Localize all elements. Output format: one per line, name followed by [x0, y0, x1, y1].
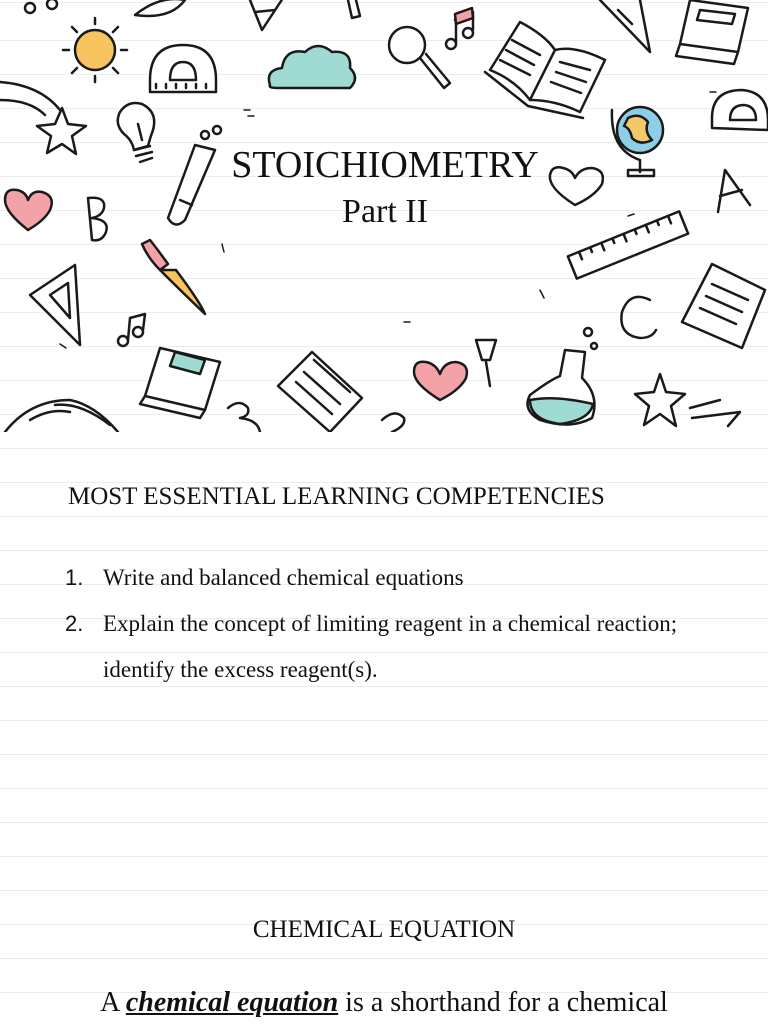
light-bulb-icon [118, 103, 154, 162]
document-right-icon [682, 264, 765, 348]
list-item-number: 1. [65, 565, 84, 590]
push-pin-icon [476, 340, 496, 386]
heart-left-icon [5, 190, 52, 230]
list-item-text: Explain the concept of limiting reagent in a chemical reaction; identify the excess reagent(s). [103, 611, 678, 682]
book-top-right-icon [676, 0, 748, 64]
open-book-top-icon [485, 22, 605, 118]
open-book-bottom-icon [5, 400, 118, 432]
flask-icon [528, 328, 597, 425]
music-note-small-icon [118, 314, 145, 346]
letter-c-icon [621, 297, 656, 338]
triangle-ruler-left-icon [30, 265, 80, 345]
music-note-pink-icon [446, 8, 473, 49]
letter-a-right-icon [718, 170, 750, 212]
music-note-icon [25, 0, 57, 13]
section-heading: CHEMICAL EQUATION [252, 916, 516, 943]
document-bottom-icon [278, 352, 362, 432]
list-item [62, 601, 682, 693]
page-subtitle: Part II [342, 193, 428, 230]
heart-bottom-icon [414, 362, 467, 400]
pencil-icon [348, 0, 360, 18]
leaf-icon [135, 0, 185, 16]
definition-paragraph [0, 987, 768, 1019]
cloud-icon [269, 46, 355, 88]
competencies-heading: MOST ESSENTIAL LEARNING COMPETENCIES [68, 483, 605, 510]
protractor-right-icon [712, 90, 768, 130]
list-item-number: 2. [65, 611, 84, 636]
definition-rest: is a shorthand for a chemical [345, 987, 668, 1018]
definition-term: chemical equation [125, 987, 339, 1018]
ruler-icon [568, 211, 688, 278]
book-bottom-icon [140, 348, 220, 418]
sun-icon [63, 18, 127, 82]
cover-title-block [190, 140, 580, 234]
list-item [62, 555, 682, 601]
star-trail-icon [690, 400, 740, 426]
shooting-star-icon [0, 82, 86, 154]
triangle-ruler-top-icon [600, 0, 650, 52]
numeral-2-icon [382, 413, 404, 432]
page-title: STOICHIOMETRY [231, 144, 539, 186]
paint-brush-icon [142, 240, 205, 314]
competencies-list [62, 555, 682, 693]
magnifier-icon [389, 27, 450, 88]
star-bottom-icon [635, 374, 685, 426]
protractor-icon [150, 45, 216, 92]
globe-icon [612, 107, 663, 176]
letter-a-top-icon [250, 0, 285, 30]
definition-prefix: A [100, 987, 119, 1018]
numeral-3-icon [228, 403, 260, 432]
list-item-text: Write and balanced chemical equations [103, 565, 464, 590]
letter-b-icon [88, 198, 107, 241]
